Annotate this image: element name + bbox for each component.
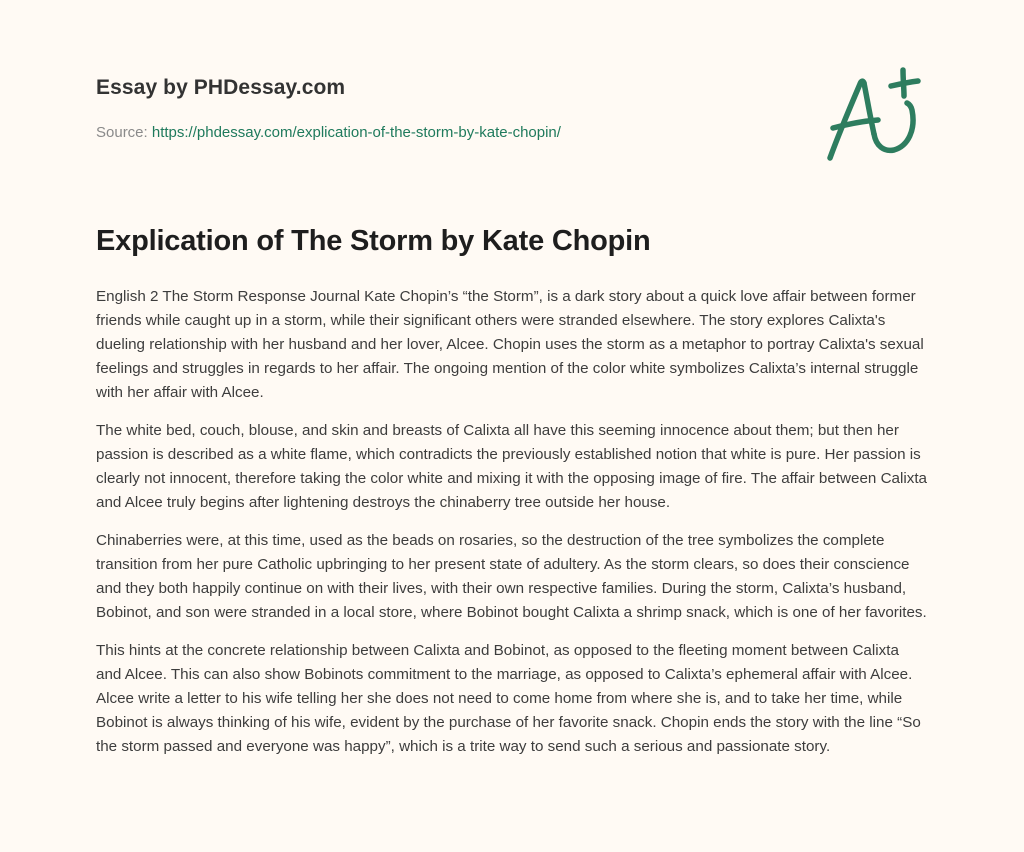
essay-paragraph: Chinaberries were, at this time, used as the beads on rosaries, so the destruction of the tree symbolizes the complete transition from her pure Catholic upbringing to her present state of adultery. As the storm clears, so does their conscience and they both happily continue on with their lives, with their own respective families. During the storm, Calixta’s husband, Bobinot, and son were stranded in a local store, where Bobinot bought Calixta a shrimp snack, which is one of her favorites. bbox=[96, 532, 927, 621]
essay-paragraph: This hints at the concrete relationship between Calixta and Bobinot, as opposed to the fleeting moment between Calixta and Alcee. This can also show Bobinots commitment to the marriage, as opposed to Calixta’s ephemeral affair with Alcee. Alcee write a letter to his wife telling her she does not need to come home from where she is, and to take her time, while Bobinot is always thinking of his wife, evident by the purchase of her favorite snack. Chopin ends the story with the line “So the storm passed and everyone was happy”, which is a trite way to send such a serious and passionate story. bbox=[96, 642, 921, 755]
source-line bbox=[96, 124, 561, 141]
essay-title: Explication of The Storm by Kate Chopin bbox=[96, 225, 651, 257]
a-plus-grade-icon bbox=[824, 66, 928, 166]
source-label: Source: bbox=[96, 124, 148, 141]
essay-paragraph: English 2 The Storm Response Journal Kate Chopin’s “the Storm”, is a dark story about a quick love affair between former friends while caught up in a storm, while their significant others were stranded elsewhere. The story explores Calixta's dueling relationship with her husband and her lover, Alcee. Chopin uses the storm as a metaphor to portray Calixta's sexual feelings and struggles in regards to her affair. The ongoing mention of the color white symbolizes Calixta’s internal struggle with her affair with Alcee. bbox=[96, 288, 924, 401]
site-title: Essay by PHDessay.com bbox=[96, 76, 346, 99]
source-link[interactable]: https://phdessay.com/explication-of-the-storm-by-kate-chopin/ bbox=[151, 124, 561, 141]
essay-body bbox=[96, 285, 928, 773]
essay-paragraph: The white bed, couch, blouse, and skin and breasts of Calixta all have this seeming innocence about them; but then her passion is described as a white flame, which contradicts the previously established notion that white is pure. Her passion is clearly not innocent, therefore taking the color white and mixing it with the opposing image of fire. The affair between Calixta and Alcee truly begins after lightening destroys the chinaberry tree outside her house. bbox=[96, 422, 927, 511]
